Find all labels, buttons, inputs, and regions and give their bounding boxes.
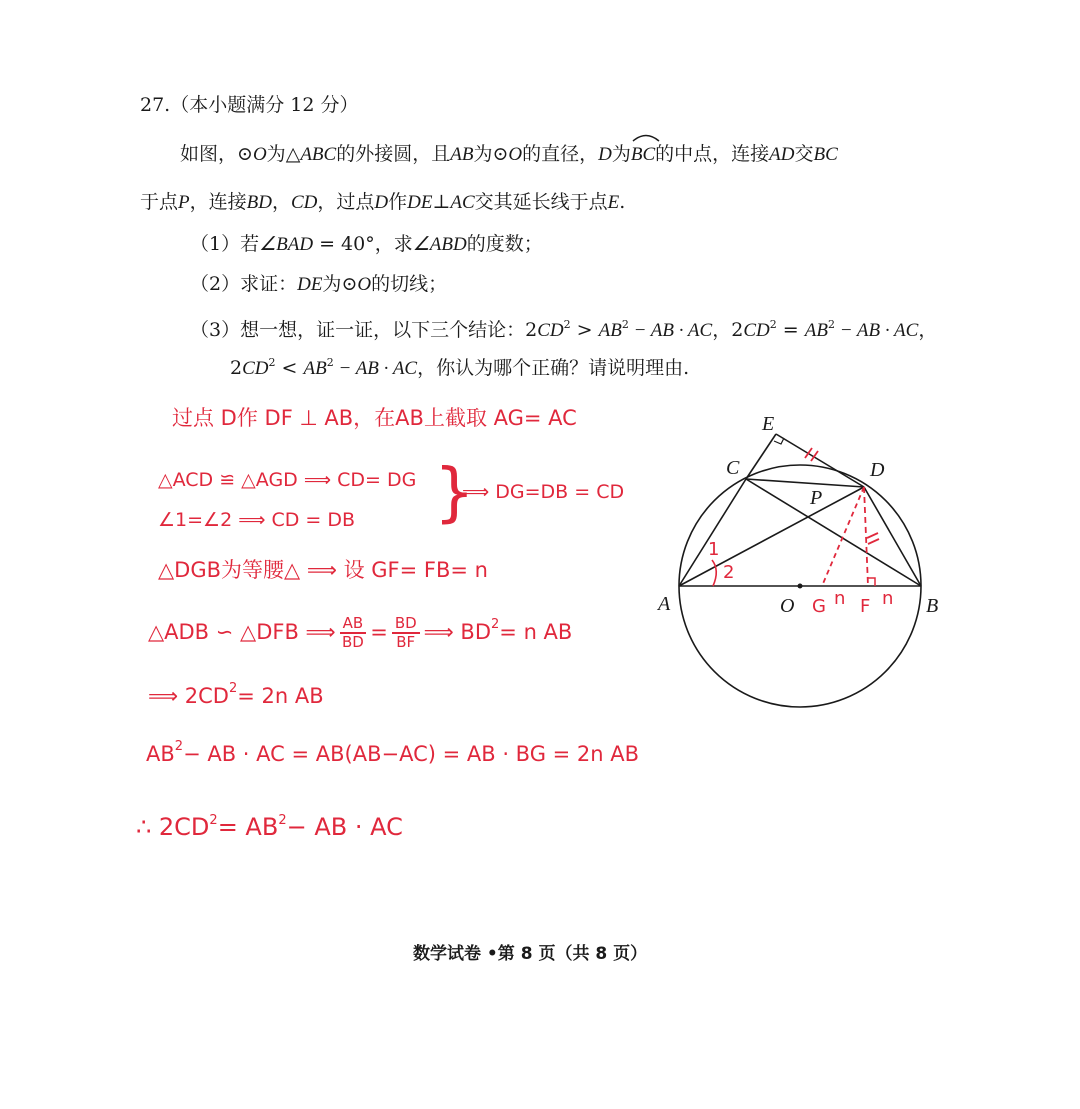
stem-text: 交其延长线于点 [474, 191, 608, 213]
fraction-bd-bf: $\frac{BD}{BF}$ [392, 615, 420, 651]
var-bc: BC [630, 144, 656, 165]
angle-bad: ∠BAD [259, 234, 314, 255]
stem-text: 于点 [140, 191, 179, 213]
stem-text: ，连接 [189, 191, 247, 213]
problem-number: 27.（本小题满分 12 分） [140, 94, 359, 116]
center-point [798, 584, 803, 589]
handwriting-line-3: ∠1=∠2 ⟹ CD = DB [158, 509, 356, 531]
segment-cb [746, 479, 921, 586]
q-text: 为 [322, 273, 342, 295]
red-tick-db [867, 533, 879, 544]
question-1 [190, 231, 543, 258]
stem-text: 的外接圆，且 [336, 143, 451, 165]
var-d: D [598, 144, 612, 165]
similar-statement: △ADB ∽ △DFB ⟹ [148, 620, 336, 644]
stem-text: ， [271, 191, 291, 213]
handwriting-line-9: ∴ $2CD^2= AB^2-$ AB · AC [136, 813, 403, 841]
fraction-ab-bd: $\frac{AB}{BD}$ [340, 615, 367, 651]
var-e: E [607, 192, 620, 213]
question-3-line-1 [190, 312, 937, 344]
red-right-angle-f [868, 578, 875, 586]
point-label-e: E [762, 413, 775, 435]
geometry-figure [650, 400, 950, 730]
page-footer [413, 939, 647, 964]
point-label-g: G [812, 596, 826, 617]
var-ad: AD [769, 144, 795, 165]
segment-n-label-1: n [834, 588, 846, 609]
var-de: DE [297, 274, 323, 295]
conclusion-2: $2CD^2 = AB^2$ − AB · AC [731, 318, 919, 341]
circle-symbol: ⊙ [237, 143, 253, 165]
circle-symbol: ⊙ [341, 273, 358, 295]
red-angle-arc [712, 560, 716, 586]
var-cd: CD [290, 192, 318, 213]
handwriting-line-2: △ACD ≌ △AGD ⟹ CD= DG [158, 469, 417, 491]
segment-ed [776, 434, 864, 487]
handwriting-line-5: △DGB为等腰△ ⟹ 设 GF= FB= n [158, 558, 488, 582]
q-text: （2）求证： [190, 273, 298, 295]
handwriting-line-1: 过点 D作 DF ⊥ AB，在AB上截取 AG= AC [172, 406, 577, 430]
angle-1-label: 1 [708, 539, 720, 560]
perp-symbol: ⊥ [432, 191, 451, 213]
var-de: DE [407, 192, 433, 213]
var-o: O [357, 274, 372, 295]
angle-abd: ∠ABD [412, 234, 467, 255]
segment-n-label-2: n [882, 588, 894, 609]
segment-db [864, 487, 921, 586]
red-segment-dg [822, 487, 864, 586]
var-p: P [178, 192, 190, 213]
separator: ， [712, 319, 732, 341]
footer-dot: • [486, 944, 498, 964]
point-label-b: B [926, 595, 939, 617]
red-segment-df [864, 487, 868, 586]
point-label-p: P [810, 487, 823, 509]
stem-text: 如图， [180, 143, 238, 165]
problem-stem-line-1 [180, 141, 838, 168]
q-text: 的切线； [371, 273, 448, 295]
problem-stem-line-2 [140, 189, 625, 216]
handwriting-line-7: ⟹ $2CD^2= 2n$ AB [148, 681, 324, 708]
point-label-d: D [870, 459, 885, 481]
footer-subject: 数学试卷 [413, 944, 481, 964]
segment-ac [679, 479, 746, 586]
separator: ， [918, 319, 938, 341]
right-brace: } [434, 456, 475, 530]
var-ac: AC [450, 192, 475, 213]
point-label-o: O [780, 595, 795, 617]
handwriting-line-8: $AB^2-$ AB · AC = AB(AB−AC) = AB · BG = 2n AB [146, 739, 640, 766]
stem-text: ，过点 [317, 191, 375, 213]
handwriting-line-4: ⟹ DG=DB = CD [462, 481, 625, 503]
handwriting-line-6: △ADB ∽ △DFB ⟹ $\frac{AB}{BD}$ = $\frac{BD}{BF}$ ⟹ $BD^2= n$ AB [148, 614, 573, 651]
circle-symbol: ⊙ [492, 143, 509, 165]
point-label-c: C [726, 457, 740, 479]
segment-cd [746, 479, 864, 487]
segment-ad [679, 487, 864, 586]
q-text: （1）若 [190, 233, 260, 255]
var-o: O [252, 144, 267, 165]
stem-text: 为 [473, 143, 493, 165]
footer-page: 第 8 页（共 8 页） [497, 944, 648, 964]
question-2 [190, 271, 447, 298]
question-3-line-2 [230, 350, 689, 382]
var-o: O [508, 144, 523, 165]
q-text: ，求 [374, 233, 413, 255]
var-bd: BD [246, 192, 272, 213]
var-abc: ABC [300, 144, 337, 165]
var-ab: AB [450, 144, 474, 165]
stem-text: 的中点，连接 [655, 143, 770, 165]
q-text: 的度数； [466, 233, 543, 255]
arc-mark-icon [631, 132, 661, 142]
var-d: D [374, 192, 389, 213]
stem-text: 为 [611, 143, 631, 165]
stem-text: 的直径， [522, 143, 599, 165]
stem-text: 作 [388, 191, 408, 213]
conclusion-1: $2CD^2 > AB^2$ − AB · AC [525, 318, 713, 341]
triangle-symbol: △ [285, 143, 301, 165]
q-text: （3）想一想，证一证，以下三个结论： [190, 319, 526, 341]
angle-2-label: 2 [723, 562, 735, 583]
arc-bc [631, 141, 655, 168]
q-text: ，你认为哪个正确？请说明理由. [417, 357, 690, 379]
var-bc: BC [813, 144, 838, 165]
stem-text: . [619, 191, 626, 213]
q-text: = 40° [313, 233, 375, 255]
right-angle-mark [774, 438, 784, 444]
stem-text: 交 [794, 143, 814, 165]
point-label-a: A [658, 593, 671, 615]
conclusion-3: $2CD^2 < AB^2$ − AB · AC [230, 356, 418, 379]
stem-text: 为 [266, 143, 286, 165]
point-label-f: F [860, 596, 871, 617]
